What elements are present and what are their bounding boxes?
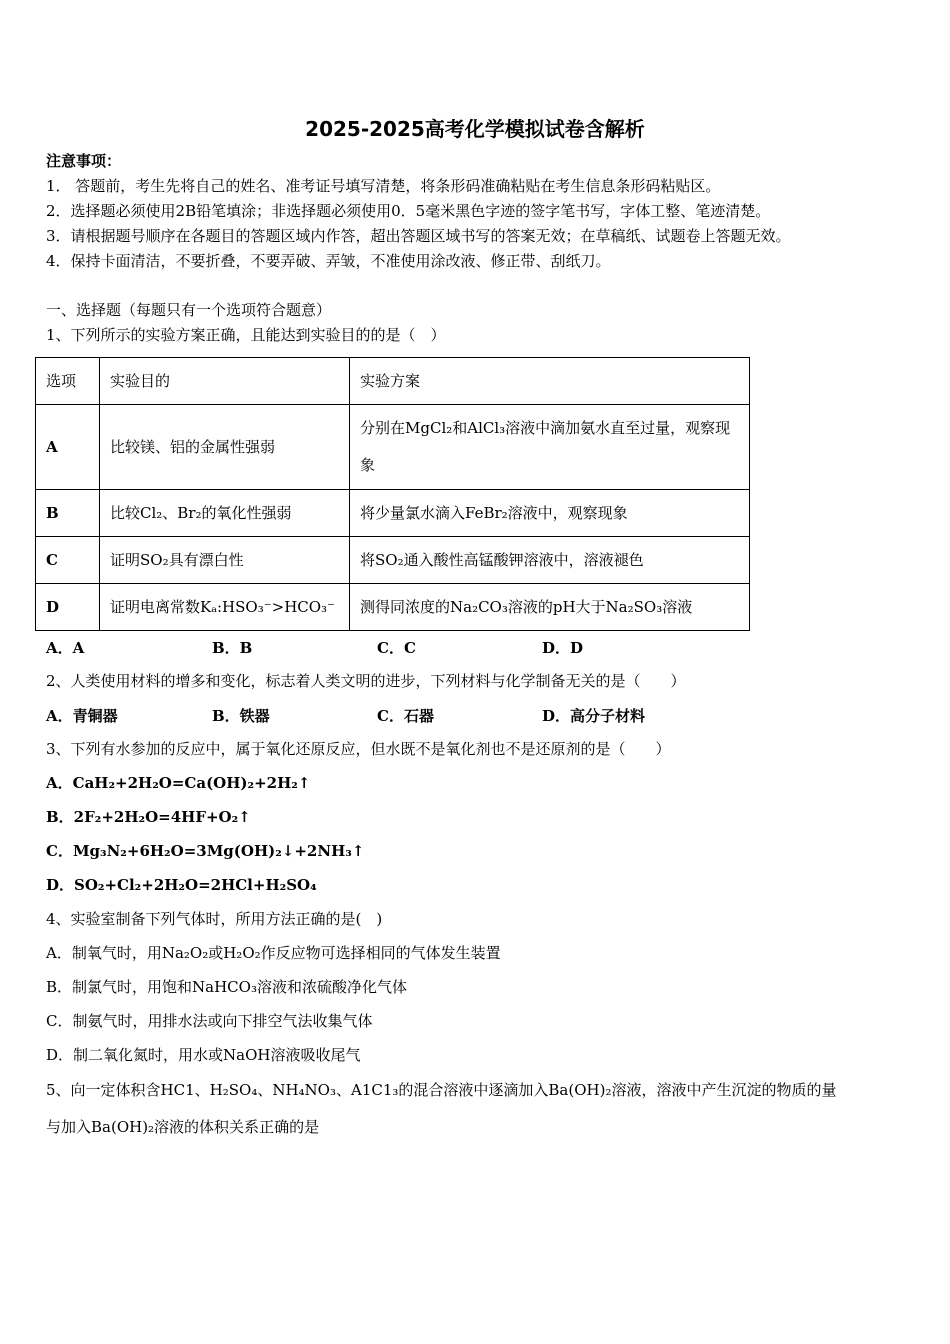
table-cell-option: C (36, 537, 100, 584)
option-c[interactable]: C．Mg₃N₂+6H₂O=3Mg(OH)₂↓+2NH₃↑ (46, 842, 365, 860)
table-header-cell: 实验方案 (350, 358, 750, 405)
option-d[interactable]: D．制二氧化氮时，用水或NaOH溶液吸收尾气 (46, 1046, 361, 1064)
table-cell-goal: 比较Cl₂、Br₂的氧化性强弱 (100, 490, 350, 537)
question-4-stem: 4、实验室制备下列气体时，所用方法正确的是( ) (46, 910, 383, 928)
option-a[interactable]: A．CaH₂+2H₂O=Ca(OH)₂+2H₂↑ (46, 774, 311, 792)
option-a[interactable]: A．A (46, 639, 85, 657)
option-b[interactable]: B．2F₂+2H₂O=4HF+O₂↑ (46, 808, 251, 826)
table-cell-plan: 分别在MgCl₂和AlCl₃溶液中滴加氨水直至过量，观察现象 (350, 405, 750, 490)
option-b[interactable]: B．铁器 (212, 707, 270, 725)
table-cell-option: B (36, 490, 100, 537)
table-cell-plan: 测得同浓度的Na₂CO₃溶液的pH大于Na₂SO₃溶液 (350, 584, 750, 631)
question-2-stem: 2、人类使用材料的增多和变化，标志着人类文明的进步，下列材料与化学制备无关的是（ ） (46, 672, 686, 690)
table-cell-plan: 将少量氯水滴入FeBr₂溶液中，观察现象 (350, 490, 750, 537)
table-cell-plan: 将SO₂通入酸性高锰酸钾溶液中，溶液褪色 (350, 537, 750, 584)
option-d[interactable]: D．D (542, 639, 584, 657)
notice-item-3: 3．请根据题号顺序在各题目的答题区域内作答，超出答题区域书写的答案无效；在草稿纸、试题卷上答题无效。 (46, 227, 791, 245)
option-a[interactable]: A．青铜器 (46, 707, 118, 725)
notice-heading: 注意事项： (46, 152, 122, 170)
question-5-stem-continued: 与加入Ba(OH)₂溶液的体积关系正确的是 (46, 1118, 320, 1136)
notice-item-1: 1． 答题前，考生先将自己的姓名、准考证号填写清楚，将条形码准确粘贴在考生信息条形码粘贴区。 (46, 177, 721, 195)
option-b[interactable]: B．B (212, 639, 253, 657)
table-cell-goal: 比较镁、铝的金属性强弱 (100, 405, 350, 490)
table-cell-option: D (36, 584, 100, 631)
table-cell-goal: 证明电离常数Kₐ:HSO₃⁻>HCO₃⁻ (100, 584, 350, 631)
section-heading: 一、选择题（每题只有一个选项符合题意） (46, 301, 332, 319)
option-c[interactable]: C．C (377, 639, 416, 657)
question-3-stem: 3、下列有水参加的反应中，属于氧化还原反应，但水既不是氧化剂也不是还原剂的是（ ） (46, 740, 671, 758)
table-header-cell: 实验目的 (100, 358, 350, 405)
option-c[interactable]: C．制氨气时，用排水法或向下排空气法收集气体 (46, 1012, 373, 1030)
page-title: 2025-2025高考化学模拟试卷含解析 (305, 117, 645, 141)
question-1-stem: 1、下列所示的实验方案正确，且能达到实验目的的是（ ） (46, 326, 446, 344)
option-d[interactable]: D．SO₂+Cl₂+2H₂O=2HCl+H₂SO₄ (46, 876, 317, 894)
table-header-row (36, 358, 750, 405)
table-cell-option: A (36, 405, 100, 490)
option-a[interactable]: A．制氧气时，用Na₂O₂或H₂O₂作反应物可选择相同的气体发生装置 (46, 944, 501, 962)
table-row (36, 490, 750, 537)
table-row (36, 584, 750, 631)
question-1-table (35, 357, 750, 631)
table-header-cell: 选项 (36, 358, 100, 405)
table-row (36, 537, 750, 584)
question-2-options (46, 705, 746, 725)
notice-item-2: 2．选择题必须使用2B铅笔填涂；非选择题必须使用0．5毫米黑色字迹的签字笔书写，字体工整、笔迹清楚。 (46, 202, 771, 220)
question-5-stem: 5、向一定体积含HC1、H₂SO₄、NH₄NO₃、A1C1₃的混合溶液中逐滴加入Ba(OH)₂溶液，溶液中产生沉淀的物质的量 (46, 1081, 837, 1099)
notice-item-4: 4．保持卡面清洁，不要折叠，不要弄破、弄皱，不准使用涂改液、修正带、刮纸刀。 (46, 252, 611, 270)
option-d[interactable]: D．高分子材料 (542, 707, 646, 725)
table-cell-goal: 证明SO₂具有漂白性 (100, 537, 350, 584)
option-b[interactable]: B．制氯气时，用饱和NaHCO₃溶液和浓硫酸净化气体 (46, 978, 407, 996)
option-c[interactable]: C．石器 (377, 707, 434, 725)
question-1-options (46, 637, 746, 657)
table-row (36, 405, 750, 490)
